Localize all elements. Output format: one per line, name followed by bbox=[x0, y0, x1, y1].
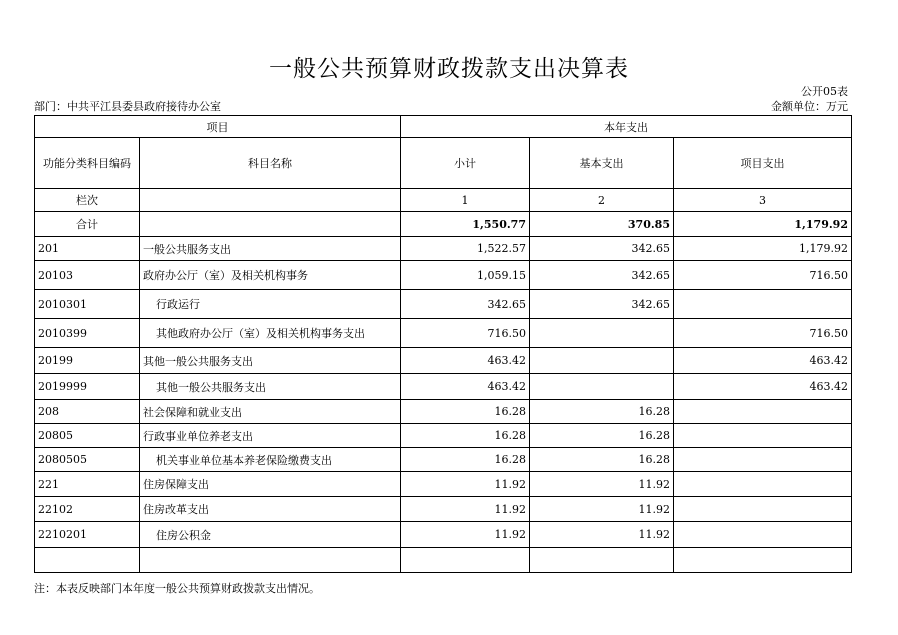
header-row-1 bbox=[35, 116, 852, 138]
row-code: 208 bbox=[35, 400, 140, 424]
empty-cell bbox=[140, 548, 401, 573]
header-project: 项目 bbox=[35, 116, 401, 138]
row-project bbox=[674, 290, 852, 319]
table-row bbox=[35, 400, 852, 424]
row-project: 716.50 bbox=[674, 261, 852, 290]
row-project bbox=[674, 497, 852, 522]
row-name: 其他一般公共服务支出 bbox=[140, 348, 401, 374]
column-index-label: 栏次 bbox=[35, 189, 140, 212]
row-basic: 11.92 bbox=[530, 497, 674, 522]
row-code: 20103 bbox=[35, 261, 140, 290]
empty-cell bbox=[35, 548, 140, 573]
row-name: 住房公积金 bbox=[140, 522, 401, 548]
table-row bbox=[35, 522, 852, 548]
row-name: 社会保障和就业支出 bbox=[140, 400, 401, 424]
row-project bbox=[674, 424, 852, 448]
row-project: 1,179.92 bbox=[674, 237, 852, 261]
row-subtotal: 463.42 bbox=[401, 348, 530, 374]
total-row bbox=[35, 212, 852, 237]
row-subtotal: 716.50 bbox=[401, 319, 530, 348]
row-project bbox=[674, 400, 852, 424]
row-subtotal: 16.28 bbox=[401, 424, 530, 448]
table-code: 公开05表 bbox=[801, 85, 848, 98]
row-name: 行政运行 bbox=[140, 290, 401, 319]
empty-cell bbox=[401, 548, 530, 573]
row-basic bbox=[530, 348, 674, 374]
row-code: 221 bbox=[35, 472, 140, 497]
row-code: 22102 bbox=[35, 497, 140, 522]
column-index-1: 1 bbox=[401, 189, 530, 212]
row-name: 其他政府办公厅（室）及相关机构事务支出 bbox=[140, 319, 401, 348]
row-subtotal: 16.28 bbox=[401, 400, 530, 424]
row-basic: 342.65 bbox=[530, 261, 674, 290]
row-project: 463.42 bbox=[674, 348, 852, 374]
header-subtotal: 小计 bbox=[401, 138, 530, 189]
unit-label: 金额单位：万元 bbox=[771, 100, 848, 113]
row-subtotal: 11.92 bbox=[401, 472, 530, 497]
row-name: 政府办公厅（室）及相关机构事务 bbox=[140, 261, 401, 290]
row-name: 一般公共服务支出 bbox=[140, 237, 401, 261]
table-row bbox=[35, 497, 852, 522]
row-subtotal: 342.65 bbox=[401, 290, 530, 319]
header-code: 功能分类科目编码 bbox=[35, 138, 140, 189]
row-basic bbox=[530, 374, 674, 400]
table-row bbox=[35, 424, 852, 448]
empty-row bbox=[35, 548, 852, 573]
row-code: 20805 bbox=[35, 424, 140, 448]
table-row bbox=[35, 348, 852, 374]
row-code: 2010399 bbox=[35, 319, 140, 348]
row-subtotal: 16.28 bbox=[401, 448, 530, 472]
department-label: 部门：中共平江县委县政府接待办公室 bbox=[34, 100, 221, 113]
total-basic: 370.85 bbox=[530, 212, 674, 237]
row-name: 住房保障支出 bbox=[140, 472, 401, 497]
row-subtotal: 11.92 bbox=[401, 497, 530, 522]
row-project bbox=[674, 522, 852, 548]
column-index-3: 3 bbox=[674, 189, 852, 212]
table-row bbox=[35, 472, 852, 497]
header-basic: 基本支出 bbox=[530, 138, 674, 189]
table-row bbox=[35, 290, 852, 319]
row-code: 20199 bbox=[35, 348, 140, 374]
header-row-2 bbox=[35, 138, 852, 189]
row-name: 行政事业单位养老支出 bbox=[140, 424, 401, 448]
empty-cell bbox=[140, 189, 401, 212]
budget-table bbox=[34, 115, 852, 573]
empty-cell bbox=[674, 548, 852, 573]
row-code: 2010301 bbox=[35, 290, 140, 319]
header-project-expense: 项目支出 bbox=[674, 138, 852, 189]
row-basic: 16.28 bbox=[530, 424, 674, 448]
footnote: 注：本表反映部门本年度一般公共预算财政拨款支出情况。 bbox=[34, 582, 320, 595]
row-project: 463.42 bbox=[674, 374, 852, 400]
row-project bbox=[674, 472, 852, 497]
row-basic: 16.28 bbox=[530, 448, 674, 472]
row-code: 2019999 bbox=[35, 374, 140, 400]
row-basic: 11.92 bbox=[530, 472, 674, 497]
table-row bbox=[35, 374, 852, 400]
row-code: 2210201 bbox=[35, 522, 140, 548]
row-name: 住房改革支出 bbox=[140, 497, 401, 522]
row-project bbox=[674, 448, 852, 472]
header-current-year: 本年支出 bbox=[401, 116, 852, 138]
row-subtotal: 1,522.57 bbox=[401, 237, 530, 261]
empty-cell bbox=[140, 212, 401, 237]
total-label: 合计 bbox=[35, 212, 140, 237]
row-basic: 342.65 bbox=[530, 237, 674, 261]
row-basic bbox=[530, 319, 674, 348]
row-basic: 342.65 bbox=[530, 290, 674, 319]
table-row bbox=[35, 237, 852, 261]
column-index-2: 2 bbox=[530, 189, 674, 212]
row-code: 201 bbox=[35, 237, 140, 261]
column-index-row bbox=[35, 189, 852, 212]
row-name: 机关事业单位基本养老保险缴费支出 bbox=[140, 448, 401, 472]
row-project: 716.50 bbox=[674, 319, 852, 348]
table-row bbox=[35, 261, 852, 290]
table-row bbox=[35, 448, 852, 472]
total-project: 1,179.92 bbox=[674, 212, 852, 237]
row-basic: 16.28 bbox=[530, 400, 674, 424]
empty-cell bbox=[530, 548, 674, 573]
row-subtotal: 463.42 bbox=[401, 374, 530, 400]
header-name: 科目名称 bbox=[140, 138, 401, 189]
row-subtotal: 1,059.15 bbox=[401, 261, 530, 290]
page-title: 一般公共预算财政拨款支出决算表 bbox=[269, 56, 629, 82]
row-subtotal: 11.92 bbox=[401, 522, 530, 548]
row-code: 2080505 bbox=[35, 448, 140, 472]
table-row bbox=[35, 319, 852, 348]
row-name: 其他一般公共服务支出 bbox=[140, 374, 401, 400]
total-subtotal: 1,550.77 bbox=[401, 212, 530, 237]
row-basic: 11.92 bbox=[530, 522, 674, 548]
